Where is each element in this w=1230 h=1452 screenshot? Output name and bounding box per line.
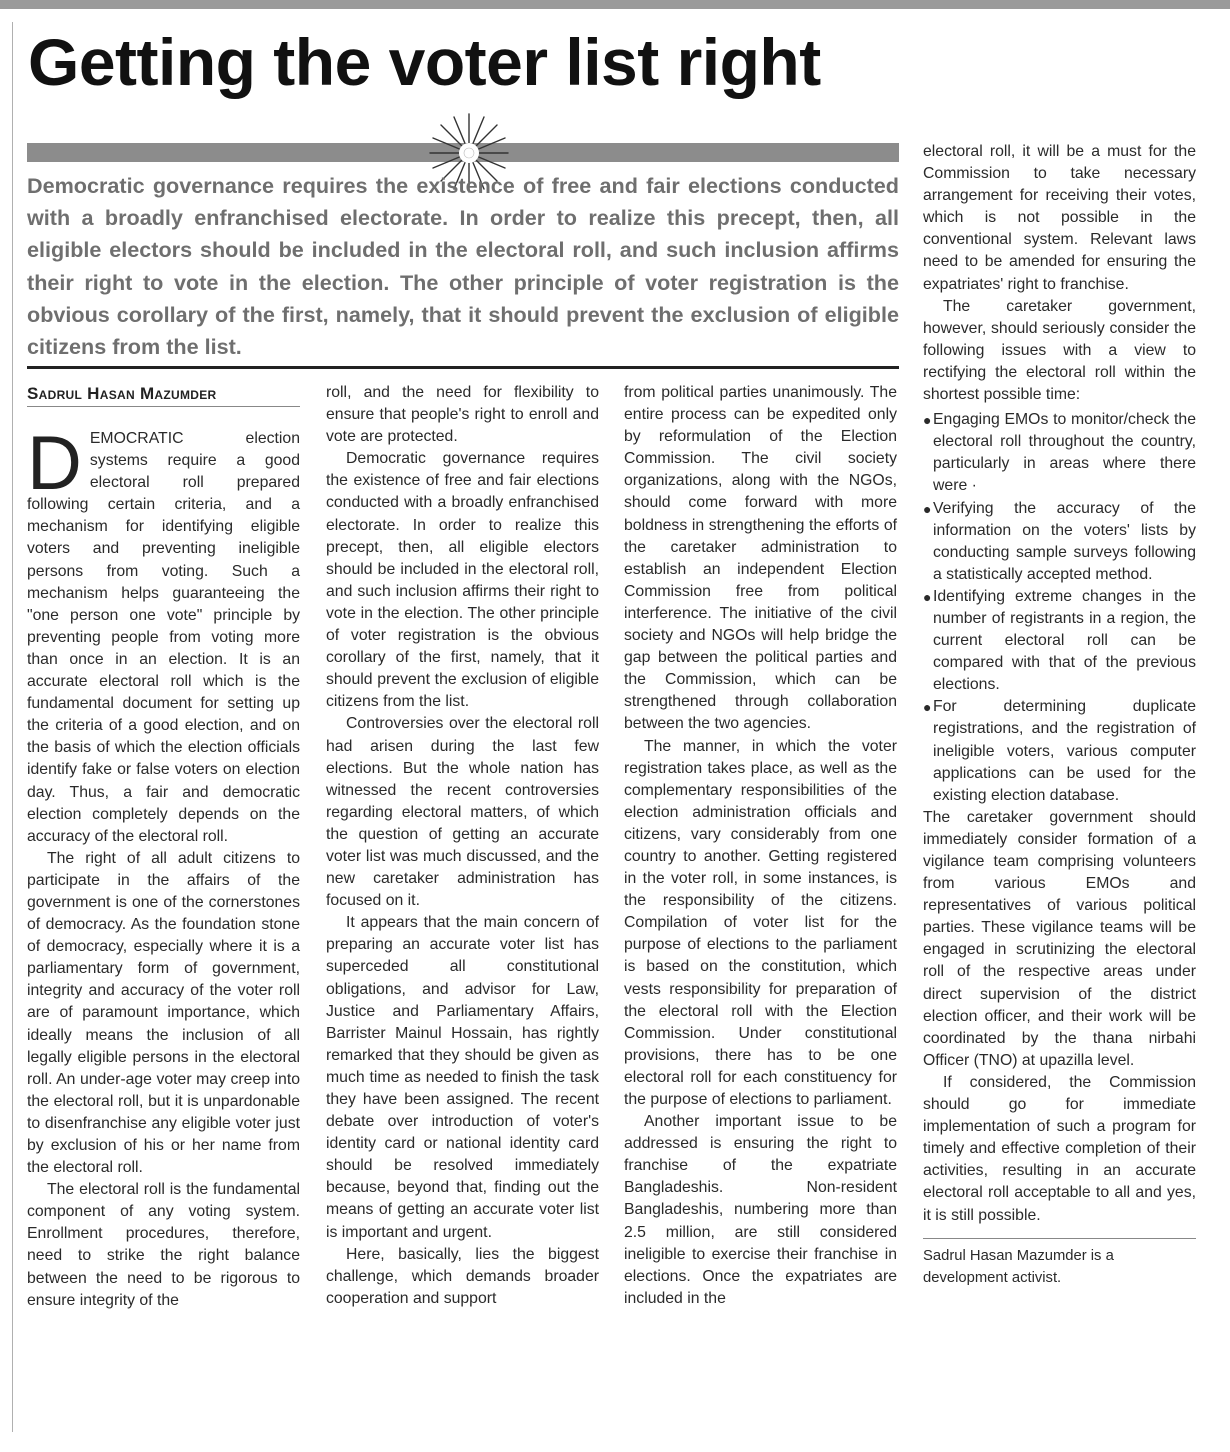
paragraph: It appears that the main concern of preparing an accurate voter list has superceded all constitutional obligations, and advisor for Law, Justice and Parliamentary Affairs, Barrister Mainul Hossain, has rightly remarked that they should be given as much time as needed to finish the task they have been assigned. The recent debate over introduction of voter's identity card or national identity card should be resolved immediately because, beyond that, finding out the means of getting an accurate voter list is important and urgent. [326,914,599,1241]
bullet-icon: ● [923,699,932,716]
paragraph: DEMOCRATIC election systems require a good electoral roll prepared following certain criteria, and a mechanism for identifying eligible voters and preventing ineligible persons from voting. Such a mechanism helps guaranteeing the "one person one vote" principle by preventing people from voting more than once in an election. It is an accurate electoral roll which is the fundamental document for setting up the criteria of a good election, and on the basis of which the election officials identify fake or false voters on election day. Thus, a fair and democratic election completely depends on the accuracy of the electoral roll. [27,421,300,845]
deck-summary: Democratic governance requires the existence of free and fair elections conducted with a broadly enfranchised electorate. In order to realize this precept, then, all eligible electors should be included in the electoral roll, and such inclusion affirms their right to vote in the election. The other principle of voter registration is the obvious corollary of the first, namely, that it should prevent the exclusion of eligible citizens from the list. [27,173,899,360]
paragraph: The right of all adult citizens to participate in the affairs of the government is one of the cornerstones of democracy. As the foundation stone of democracy, especially where it is a parliamentary form of government, integrity and accuracy of the voter roll are of paramount importance, which ideally means the inclusion of all legally eligible persons in the electoral roll. An under-age voter may creep into the electoral roll, but it is unpardonable to disenfranchise any eligible voter just by exclusion of his or her name from the electoral roll. [27,849,300,1177]
paragraph: The caretaker government should immediately consider formation of a vigilance team comprising volunteers from various EMOs and representatives of various political parties. These vigilance teams will be engaged in scrutinizing the electoral roll of the respective areas under direct supervision of the district election officer, and their work will be coordinated by the thana nirbahi Officer (TNO) at upazilla level. [923,808,1196,1069]
paragraph: Controversies over the electoral roll had arisen during the last few elections. But the whole nation has witnessed the recent controversies regarding electoral matters, of which the question of getting an accurate voter list was much discussed, and the new caretaker administration has focused on it. [326,715,599,910]
list-item: ● Identifying extreme changes in the number of registrants in a region, the current electoral roll can be compared with that of the previous elections. [923,587,1196,694]
paragraph: If considered, the Commission should go for immediate implementation of such a program for timely and effective completion of their activities, resulting in an accurate electoral roll acceptable to all and yes, it is still possible. [923,1073,1196,1224]
list-item: ● Engaging EMOs to monitor/check the electoral roll throughout the country, particularly in areas where there were · [923,411,1196,495]
deck-rule [27,366,899,369]
headline: Getting the voter list right [28,25,821,99]
paragraph: Here, basically, lies the biggest challenge, which demands broader cooperation and support [326,1245,599,1307]
paragraph: The electoral roll is the fundamental component of any voting system. Enrollment procedures, therefore, need to strike the right balance between the need to be rigorous to ensure integrity of the [27,1181,300,1309]
article-column-1 [27,421,300,1312]
bullet-icon: ● [923,500,932,517]
bullet-icon: ● [923,412,932,429]
article-column-4 [923,141,1196,1289]
bullet-icon: ● [923,588,932,605]
paragraph: Democratic governance requires the existence of free and fair elections conducted with a broadly enfranchised electorate. In order to realize this precept, then, all eligible electors should be included in the electoral roll, and such inclusion affirms their right to vote in the election. The other principle of voter registration is the obvious corollary of the first, namely, that it should prevent the exclusion of eligible citizens from the list. [326,450,599,711]
footnote-rule [923,1238,1196,1239]
paragraph: roll, and the need for flexibility to ensure that people's right to enroll and vote are protected. [326,384,599,446]
byline: Sadrul Hasan Mazumder [27,384,217,403]
issue-list [923,409,1196,807]
article-column-3 [624,382,897,1310]
list-item: ● For determining duplicate registrations, and the registration of ineligible voters, various computer applications can be used for the existing election database. [923,698,1196,804]
drop-cap: D [27,421,82,506]
paragraph: The manner, in which the voter registration takes place, as well as the complementary responsibilities of the election administration officials and citizens, vary considerably from one country to another. Getting registered in the voter roll, in some instances, is the responsibility of the citizens. Compilation of voter list for the purpose of elections to the parliament is based on the constitution, which vests responsibility for preparation of the electoral roll with the Election Commission. Under constitutional provisions, there has to be one electoral roll for each constituency for the purpose of elections to parliament. [624,737,897,1108]
paragraph: electoral roll, it will be a must for the Commission to take necessary arrangement for receiving their votes, which is not possible in the conventional system. Relevant laws need to be amended for ensuring the expatriates' right to franchise. [923,143,1196,293]
top-border-bar [0,0,1230,9]
author-footnote: Sadrul Hasan Mazumder is a development activist. [923,1247,1114,1286]
article-column-2 [326,382,599,1310]
paragraph: Another important issue to be addressed is ensuring the right to franchise of the expatriate Bangladeshis. Non-resident Bangladeshis, numbering more than 2.5 million, are still considered ineligible to exercise their franchise in elections. Once the expatriates are included in the [624,1113,897,1307]
paragraph: from political parties unanimously. The entire process can be expedited only by reformulation of the Election Commission. The civil society organizations, along with the NGOs, should come forward with more boldness in strengthening the efforts of the caretaker administration to establish an independent Election Commission free from political interference. The initiative of the civil society and NGOs will help bridge the gap between the political parties and the Commission, which can be strengthened through collaboration between the two agencies. [624,384,897,733]
byline-rule [27,406,300,407]
list-item: ● Verifying the accuracy of the information on the voters' lists by conducting sample surveys following a statistically accepted method. [923,499,1196,583]
left-margin-rule [12,22,13,1432]
paragraph: The caretaker government, however, should seriously consider the following issues with a view to rectifying the electoral roll within the shortest possible time: [923,297,1196,404]
